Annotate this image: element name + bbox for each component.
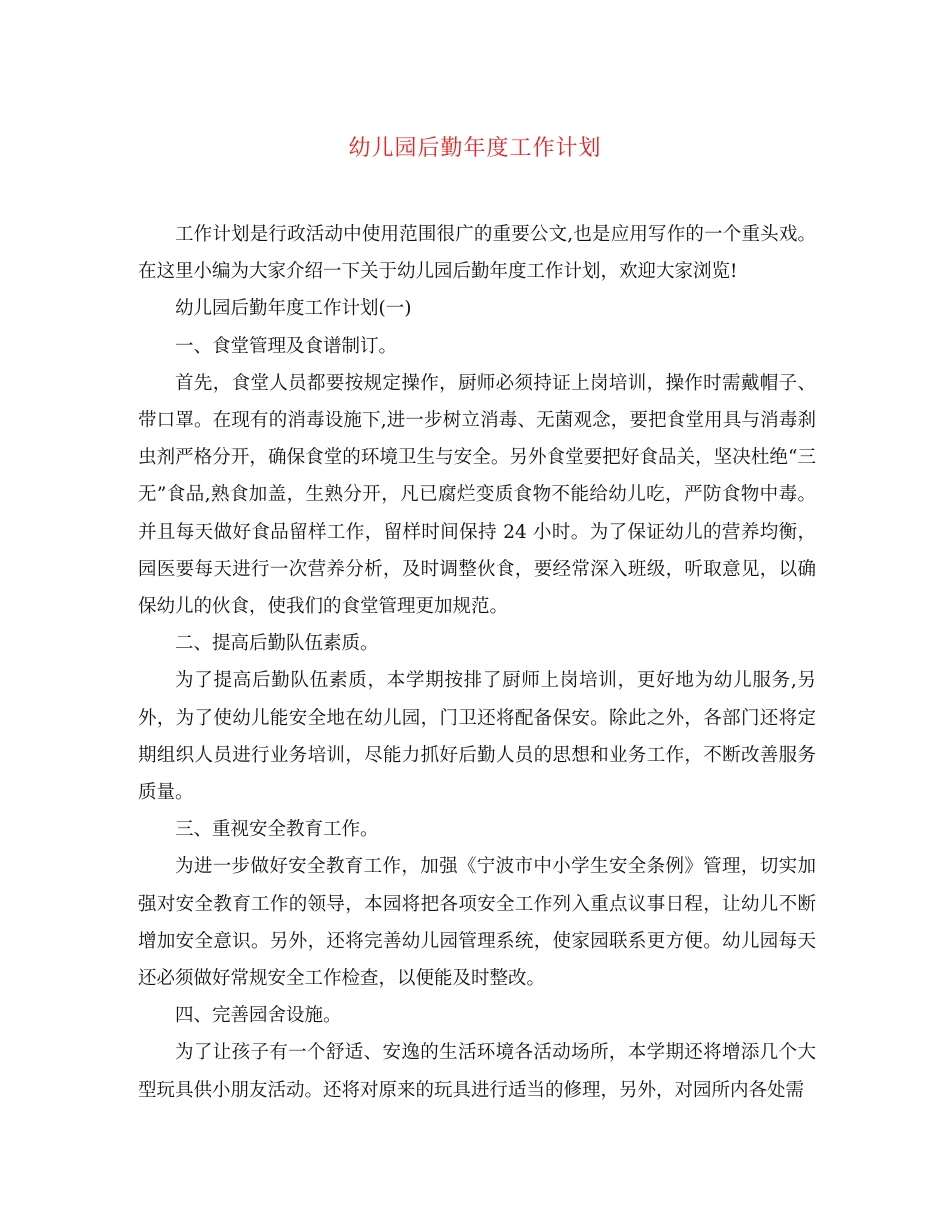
section-heading-3: 三、重视安全教育工作。 (175, 819, 379, 841)
document-title: 幼儿园后勤年度工作计划 (348, 136, 602, 161)
section-paragraph-3: 为进一步做好安全教育工作，加强《宁波市中小学生安全条例》管理，切实加强对安全教育工作的领导，本园将把各项安全工作列入重点议事日程，让幼儿不断增加安全意识。另外，还将完善幼儿园管理系统，使家园联系更方便。幼儿园每天还必须做好常规安全工作检查，以便能及时整改。 (138, 856, 816, 990)
section-heading-4: 四、完善园舍设施。 (175, 1005, 342, 1027)
section-paragraph-2: 为了提高后勤队伍素质，本学期按排了厨师上岗培训，更好地为幼儿服务,另外，为了使幼儿能安全地在幼儿园，门卫还将配备保安。除此之外，各部门还将定期组织人员进行业务培训，尽能力抓好后勤人员的思想和业务工作，不断改善服务质量。 (138, 670, 816, 804)
intro-paragraph: 工作计划是行政活动中使用范围很广的重要公文,也是应用写作的一个重头戏。在这里小编为大家介绍一下关于幼儿园后勤年度工作计划，欢迎大家浏览! (138, 224, 816, 283)
document-body (138, 216, 816, 1109)
section-paragraph-1: 首先，食堂人员都要按规定操作，厨师必须持证上岗培训，操作时需戴帽子、带口罩。在现有的消毒设施下,进一步树立消毒、无菌观念，要把食堂用具与消毒刹虫剂严格分开，确保食堂的环境卫生与安全。另外食堂要把好食品关，坚决杜绝“三无”食品,熟食加盖，生熟分开，凡已腐烂变质食物不能给幼儿吃，严防食物中毒。并且每天做好食品留样工作，留样时间保持 24 小时。为了保证幼儿的营养均衡，园医要每天进行一次营养分析，及时调整伙食，要经常深入班级，听取意见，以确保幼儿的伙食，使我们的食堂管理更加规范。 (138, 372, 816, 618)
plan-subtitle: 幼儿园后勤年度工作计划(一) (175, 298, 412, 320)
section-paragraph-4: 为了让孩子有一个舒适、安逸的生活环境各活动场所，本学期还将增添几个大型玩具供小朋友活动。还将对原来的玩具进行适当的修理，另外，对园所内各处需 (138, 1042, 816, 1101)
section-heading-1: 一、食堂管理及食谱制订。 (175, 335, 398, 357)
section-heading-2: 二、提高后勤队伍素质。 (175, 633, 379, 655)
